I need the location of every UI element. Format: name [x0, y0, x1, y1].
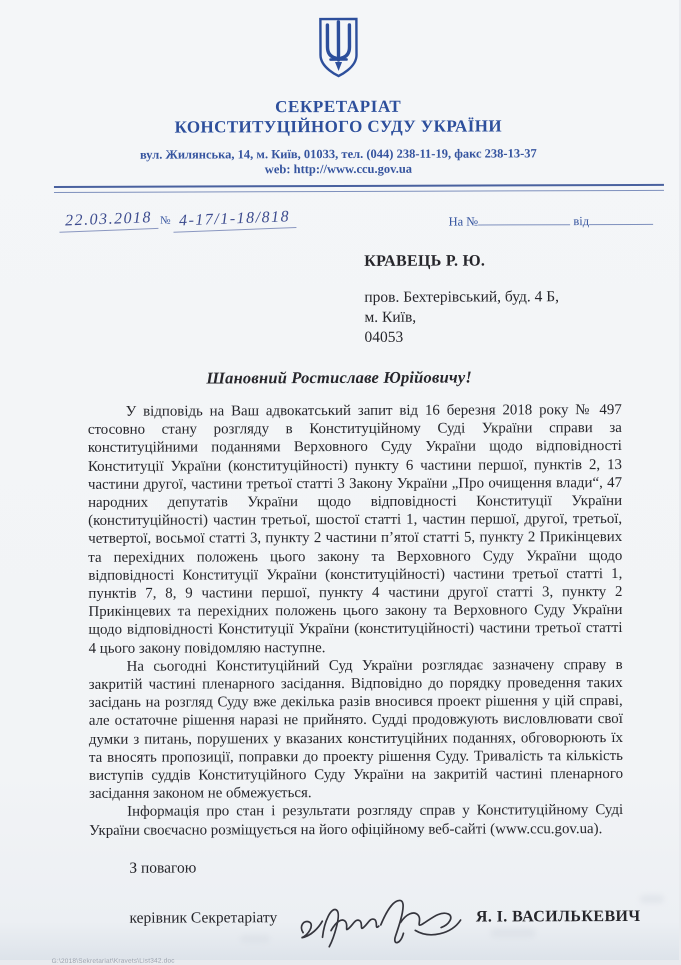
scan-artifact	[240, 935, 270, 943]
org-website: web: http://www.ccu.gov.ua	[264, 161, 413, 177]
scan-artifact	[490, 928, 536, 938]
org-name-line1: СЕКРЕТАРІАТ	[275, 96, 402, 117]
reply-to-label: На №	[448, 214, 479, 229]
recipient-postal-code: 04053	[364, 328, 404, 346]
header-divider	[54, 184, 664, 193]
body-paragraph-2: На сьогодні Конституційний Суд України розглядає зазначену справу в закритій частині пленарного засідання. Відповідно до порядку проведення таких засідань на розгляд Суду вже декілька разів вносився проект рішення у цій справі, але остаточне рішення наразі не прийнято. Судді продовжують висловлювати свої думки з питань, порушених у вказаних конституційних поданнях, обговорюють їх та вносять пропозиції, поправки до проекту рішення Суду. Тривалість та кількість виступів суддів Конституційного Суду України на закритій частині пленарного засідання законом не обмежується.	[88, 656, 624, 803]
number-sign: №	[160, 214, 171, 227]
reply-number-blank	[478, 213, 570, 225]
body-paragraph-1: У відповідь на Ваш адвокатський запит від 16 березня 2018 року № 497 стосовно стану розгляду в Конституційному Суді України справи за конституційними поданнями Верховного Суду України щодо відповідності Конституції України (конституційності) пункту 6 частини першої, пунктів 2, 13 частини другої, частини третьої статті 3 Закону України „Про очищення влади“, 47 народних депутатів України щодо відповідності Конституції України (конституційності) частин третьої, шостої статті 1, частин першої, другої, третьої, четвертої, восьмої статті 3, пункту 2 частини п’ятої статті 5, пункту 2 Прикінцевих та перехідних положень цього закону та Верховного Суду України щодо відповідності Конституції України (конституційності) частини третьої статті 1, пунктів 7, 8, 9 частини першої, пункту 4 частини другої статті 3, пункту 2 Прикінцевих та перехідних положень цього закону та Верховного Суду України щодо відповідності Конституції України (конституційності) частини третьої статті 4 цього закону повідомляю наступне.	[87, 402, 623, 657]
org-name-line2: КОНСТИТУЦІЙНОГО СУДУ УКРАЇНИ	[174, 116, 502, 137]
incoming-reference	[449, 213, 654, 230]
letterhead	[0, 0, 678, 86]
outgoing-reference	[59, 210, 296, 231]
from-date-blank	[589, 213, 653, 225]
letter-body	[88, 401, 624, 840]
document-file-path: G:\2018\Sekretariat\Kravets\List342.doc	[51, 957, 175, 965]
signature-row	[129, 900, 640, 948]
org-address: вул. Жилянська, 14, м. Київ, 01033, тел. (044) 238-11-19, факс 238-13-37	[139, 146, 537, 162]
body-paragraph-3: Інформація про стан і результати розгляду справ у Конституційному Суді України своєчасно розміщується на його офіційному веб-сайті (www.ccu.gov.ua).	[89, 802, 624, 839]
salutation: Шановний Ростиславе Юрійовичу!	[206, 367, 472, 388]
recipient-block	[364, 251, 678, 348]
recipient-name: КРАВЕЦЬ Р. Ю.	[364, 252, 486, 270]
recipient-street: пров. Бехтерівський, буд. 4 Б,	[364, 288, 560, 306]
reference-row	[59, 209, 653, 231]
recipient-city: м. Київ,	[364, 308, 417, 326]
signer-position: керівник Секретаріату	[129, 909, 278, 927]
scan-artifact	[640, 895, 664, 903]
signer-name: Я. І. ВАСИЛЬКЕВИЧ	[475, 907, 641, 926]
from-date-label: від	[573, 214, 590, 229]
closing-regards: З повагою	[129, 859, 197, 877]
handwritten-number: 4-17/1-18/818	[172, 208, 296, 233]
handwritten-signature	[294, 892, 469, 951]
ukraine-trident-emblem	[315, 16, 361, 80]
handwritten-date: 22.03.2018	[59, 209, 159, 233]
